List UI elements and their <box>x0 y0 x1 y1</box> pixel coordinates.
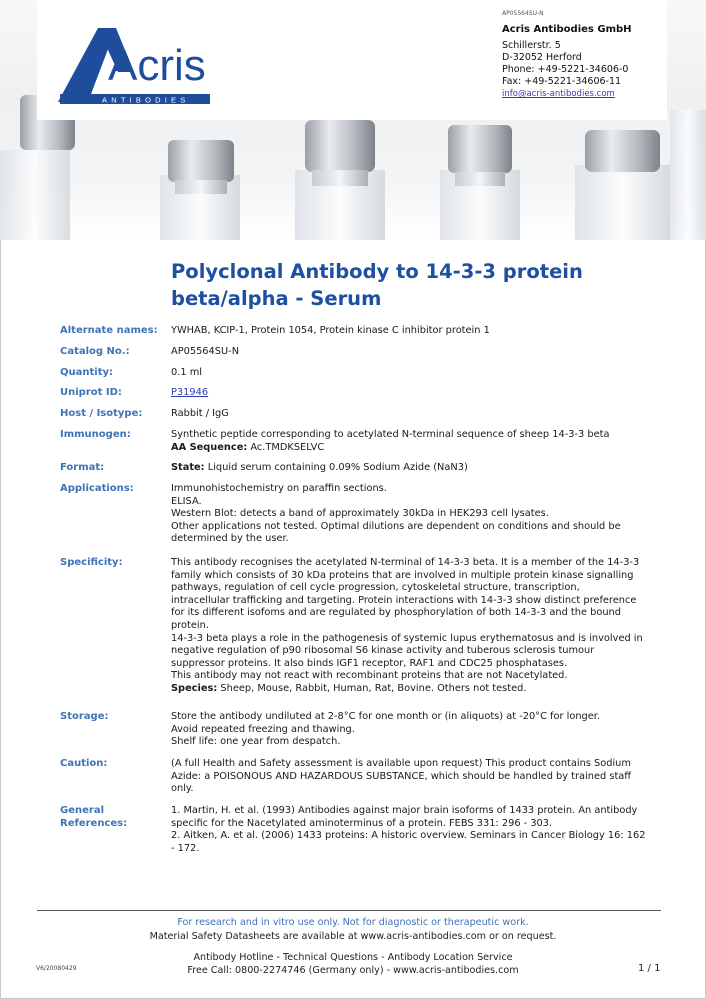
value-references <box>171 805 661 855</box>
reference-line: 2. Aitken, A. et al. (2006) 1433 proteins: A historic overview. Seminars in Cancer Biology 16: 162 <box>171 830 646 842</box>
caution-line: (A full Health and Safety assessment is available upon request) This product contains Sodium <box>171 758 631 769</box>
label-uniprot-id: Uniprot ID: <box>60 387 122 398</box>
storage-line: Shelf life: one year from despatch. <box>171 736 341 748</box>
storage-line: Avoid repeated freezing and thawing. <box>171 723 355 735</box>
storage-line: Store the antibody undiluted at 2-8°C for one month or (in aliquots) at -20°C for longer. <box>171 711 601 722</box>
value-uniprot-id <box>171 387 661 400</box>
reference-line: specific for the Nacetylated aminoterminus of a protein. FEBS 331: 296 - 303. <box>171 817 553 829</box>
aa-sequence <box>171 442 661 455</box>
label-caution: Caution: <box>60 758 108 769</box>
specificity-line: intracellular trafficking and targeting. Protein interactions with 14-3-3 show distinct preference <box>171 594 637 606</box>
aa-sequence-label: AA Sequence: <box>171 441 248 453</box>
label-quantity: Quantity: <box>60 367 113 378</box>
specificity-line: 14-3-3 beta plays a role in the pathogenesis of systemic lupus erythematosus and is involved in <box>171 632 643 644</box>
specificity-line: family which consists of 30 kDa proteins that are involved in multiple protein kinase signalling <box>171 569 634 581</box>
document-code: AP05564SU-N <box>502 10 544 17</box>
value-host-isotype: Rabbit / IgG <box>171 408 229 419</box>
specificity-line: negative regulation of p90 ribosomal S6 kinase activity and tuberous sclerosis tumour <box>171 645 595 657</box>
applications-line: determined by the user. <box>171 533 289 545</box>
label-catalog-no: Catalog No.: <box>60 346 130 357</box>
reference-line: 1. Martin, H. et al. (1993) Antibodies against major brain isoforms of 1433 protein. An antibody <box>171 805 638 816</box>
label-references <box>60 805 165 830</box>
label-references-line-2: References: <box>60 817 128 829</box>
research-only-notice: For research and in vitro use only. Not for diagnostic or therapeutic work. <box>177 917 529 928</box>
label-format: Format: <box>60 462 105 473</box>
company-address-block <box>502 10 632 100</box>
acris-logo <box>58 22 218 108</box>
specificity-line: pathways, regulation of cell cycle progression, cytoskeletal structure, transcription, <box>171 582 580 594</box>
logo-subtext: ANTIBODIES <box>102 95 190 105</box>
value-storage <box>171 711 661 749</box>
state-value: Liquid serum containing 0.09% Sodium Azide (NaN3) <box>207 462 468 473</box>
immunogen-description: Synthetic peptide corresponding to acetylated N-terminal sequence of sheep 14-3-3 beta <box>171 429 610 440</box>
value-specificity <box>171 557 661 696</box>
applications-line: Immunohistochemistry on paraffin sections. <box>171 483 387 494</box>
address-street: Schillerstr. 5 <box>502 40 561 51</box>
species-line <box>171 683 661 696</box>
species-label: Species: <box>171 682 218 694</box>
page-number: 1 / 1 <box>638 963 661 974</box>
reference-line: - 172. <box>171 842 200 854</box>
address-city: D-32052 Herford <box>502 52 582 63</box>
label-specificity: Specificity: <box>60 557 123 568</box>
value-quantity: 0.1 ml <box>171 367 202 378</box>
value-format <box>171 462 661 475</box>
msds-notice: Material Safety Datasheets are available at www.acris-antibodies.com or on request. <box>149 931 557 942</box>
uniprot-link[interactable]: P31946 <box>171 387 209 398</box>
label-references-line-1: General <box>60 805 104 816</box>
specificity-line: suppressor proteins. It also binds IGF1 receptor, RAF1 and CDC25 phosphatases. <box>171 657 568 669</box>
title-line-2: beta/alpha - Serum <box>171 287 382 310</box>
company-name: Acris Antibodies GmbH <box>502 24 632 35</box>
applications-line: Western Blot: detects a band of approximately 30kDa in HEK293 cell lysates. <box>171 508 549 520</box>
title-line-1: Polyclonal Antibody to 14-3-3 protein <box>171 260 583 283</box>
product-title <box>171 258 651 312</box>
specificity-line: for its different isofoms and are regulated by phosphorylation of both 14-3-3 and the bound <box>171 607 621 619</box>
value-immunogen <box>171 429 661 454</box>
email-link[interactable]: info@acris-antibodies.com <box>502 89 615 99</box>
label-applications: Applications: <box>60 483 134 494</box>
logo-wordmark: Acris <box>108 41 206 90</box>
specificity-line: protein. <box>171 619 209 631</box>
value-caution <box>171 758 661 796</box>
applications-line: ELISA. <box>171 495 202 507</box>
label-immunogen: Immunogen: <box>60 429 131 440</box>
aa-sequence-value: Ac.TMDKSELVC <box>250 441 325 453</box>
fax-number: Fax: +49-5221-34606-11 <box>502 76 622 87</box>
specificity-line: This antibody may not react with recombinant proteins that are not Nacetylated. <box>171 670 568 682</box>
free-call-text: Free Call: 0800-2274746 (Germany only) - www.acris-antibodies.com <box>187 965 519 976</box>
specificity-line: This antibody recognises the acetylated N-terminal of 14-3-3 beta. It is a member of the 14-3-3 <box>171 557 640 568</box>
species-value: Sheep, Mouse, Rabbit, Human, Rat, Bovine. Others not tested. <box>220 682 527 694</box>
version-code: V6/20080429 <box>36 965 77 972</box>
label-host-isotype: Host / Isotype: <box>60 408 143 419</box>
label-storage: Storage: <box>60 711 109 722</box>
value-alternate-names: YWHAB, KCIP-1, Protein 1054, Protein kinase C inhibitor protein 1 <box>171 325 490 336</box>
phone-number: Phone: +49-5221-34606-0 <box>502 64 629 75</box>
footer-divider <box>37 910 661 911</box>
state-label: State: <box>171 462 205 473</box>
caution-line: only. <box>171 783 194 795</box>
caution-line: Azide: a POISONOUS AND HAZARDOUS SUBSTANCE, which should be handled by trained staff <box>171 770 632 782</box>
value-catalog-no: AP05564SU-N <box>171 346 240 357</box>
hotline-text: Antibody Hotline - Technical Questions - Antibody Location Service <box>193 952 513 963</box>
label-alternate-names: Alternate names: <box>60 325 158 336</box>
applications-line: Other applications not tested. Optimal dilutions are dependent on conditions and should be <box>171 520 621 532</box>
value-applications <box>171 483 661 546</box>
